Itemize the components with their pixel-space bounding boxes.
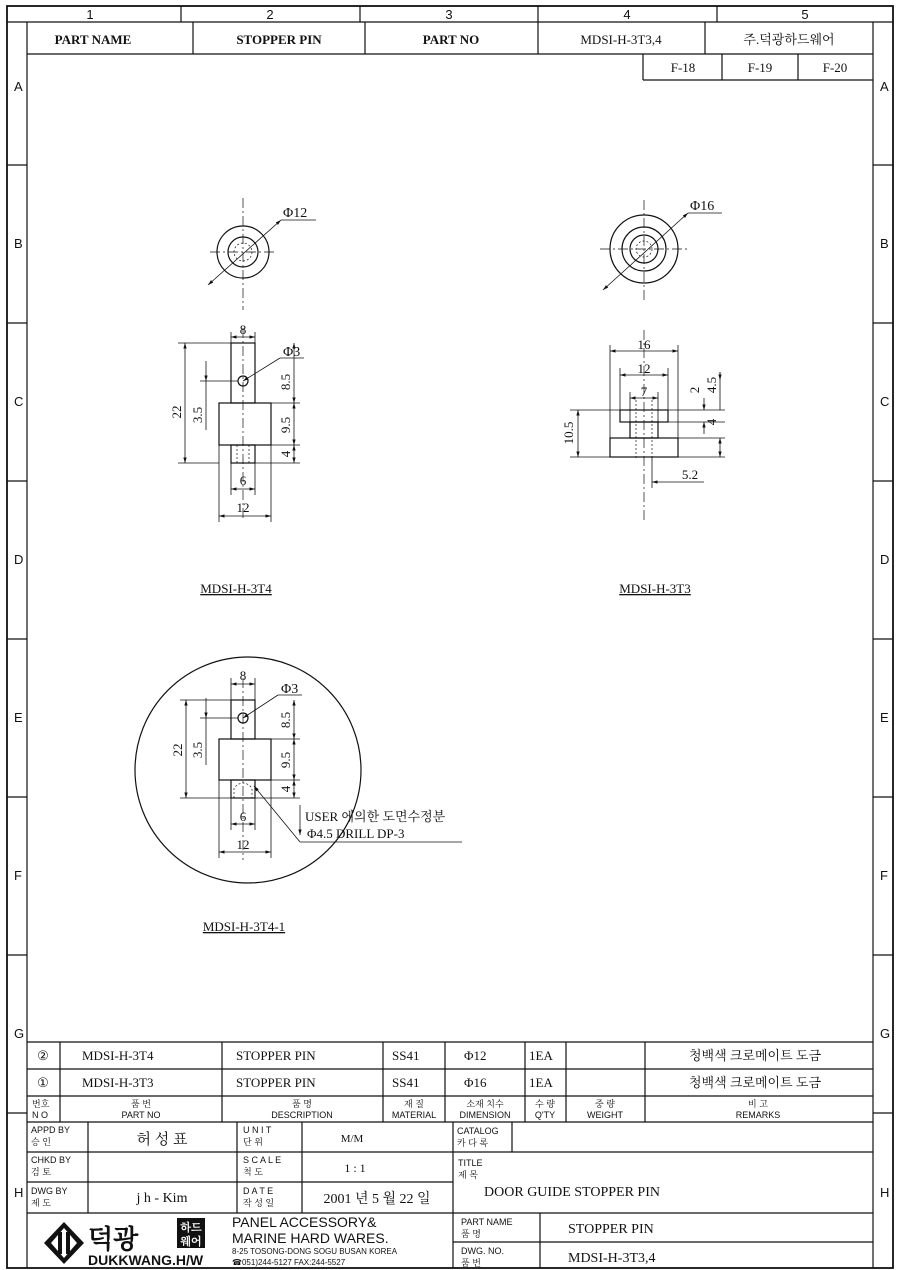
- row-ticks-left: [7, 165, 27, 1113]
- sheet-ref-f19: F-19: [747, 60, 773, 75]
- parts-header-no-ko: 번호: [32, 1099, 50, 1109]
- row-label-a-left: A: [14, 79, 23, 94]
- t3-phi-top: Φ16: [690, 199, 715, 214]
- title-block: [27, 1122, 873, 1268]
- t3-dim-hole: 7: [640, 384, 648, 399]
- row-label-c-left: C: [14, 394, 24, 409]
- t41-dim-8-5: 8.5: [278, 711, 293, 729]
- row-label-h-right: H: [880, 1185, 890, 1200]
- parts-row-part-no: MDSI-H-3T3: [82, 1075, 154, 1090]
- t3-top-view: [600, 199, 722, 300]
- company-block: [44, 1214, 398, 1268]
- t41-side-view: [170, 668, 462, 860]
- parts-header: [32, 1098, 780, 1120]
- tb-part-name-value: STOPPER PIN: [568, 1222, 654, 1237]
- parts-header-material-en: MATERIAL: [391, 1110, 437, 1120]
- date-value: 2001 년 5 월 22 일: [323, 1192, 431, 1207]
- title-label-ko: 제 목: [458, 1170, 478, 1180]
- header-part-name-value: STOPPER PIN: [236, 32, 322, 47]
- header-company: 주.덕광하드웨어: [743, 32, 835, 47]
- t3-dim-height: 10.5: [561, 421, 576, 445]
- view-t4: [169, 198, 316, 596]
- parts-header-description-ko: 품 명: [292, 1099, 312, 1109]
- row-label-e-right: E: [880, 710, 889, 725]
- row-label-d-right: D: [880, 552, 890, 567]
- parts-list: [27, 1042, 873, 1122]
- t41-dim-total: 22: [170, 743, 185, 757]
- t3-dim-5-2: 5.2: [681, 467, 699, 482]
- scale-label-ko: 척 도: [243, 1167, 263, 1177]
- parts-row-remarks: 청백색 크로메이트 도금: [688, 1048, 822, 1063]
- t4-dim-total: 22: [169, 405, 184, 419]
- t41-drill-note: Φ4.5 DRILL DP-3: [307, 826, 405, 841]
- t4-caption: MDSI-H-3T4: [200, 581, 272, 596]
- sheet-ref-f20: F-20: [822, 60, 848, 75]
- logo-english: DUKKWANG.H/W: [88, 1252, 204, 1268]
- parts-row-dimension: Φ12: [464, 1048, 487, 1063]
- logo-korean: 덕광: [88, 1224, 139, 1254]
- parts-row: [37, 1048, 821, 1063]
- chkd-label-ko: 검 토: [31, 1167, 51, 1177]
- row-label-g-right: G: [880, 1026, 891, 1041]
- parts-row-material: SS41: [392, 1075, 420, 1090]
- t4-phi-top: Φ12: [283, 206, 308, 221]
- col-label-5: 5: [801, 7, 809, 22]
- scale-value: 1 : 1: [344, 1161, 366, 1175]
- row-label-f-left: F: [14, 868, 22, 883]
- unit-label-ko: 단 위: [243, 1137, 263, 1147]
- t41-dim-bottom-inner: 6: [239, 809, 247, 824]
- scale-label-en: S C A L E: [243, 1155, 282, 1165]
- parts-header-remarks-ko: 비 고: [748, 1099, 768, 1109]
- row-label-g-left: G: [14, 1026, 25, 1041]
- t3-dim-4: 4: [704, 418, 719, 426]
- t4-dim-8-5: 8.5: [278, 373, 293, 391]
- row-label-b-left: B: [14, 236, 23, 251]
- t41-dim-hole: Φ3: [281, 682, 299, 697]
- company-line-1: PANEL ACCESSORY&: [232, 1214, 377, 1230]
- parts-header-material-ko: 재 질: [404, 1099, 424, 1109]
- row-label-e-left: E: [14, 710, 23, 725]
- parts-row-no: ②: [37, 1048, 49, 1063]
- t41-caption: MDSI-H-3T4-1: [202, 919, 286, 934]
- tb-part-name-label-ko: 품 명: [461, 1229, 481, 1239]
- chkd-label-en: CHKD BY: [31, 1155, 72, 1165]
- company-line-2: MARINE HARD WARES.: [232, 1230, 389, 1246]
- parts-header-remarks-en: REMARKS: [735, 1110, 781, 1120]
- t3-dim-2: 2: [687, 386, 702, 394]
- header-part-name-label: PART NAME: [54, 32, 132, 47]
- t3-side-view: [561, 330, 725, 520]
- parts-header-no-en: N O: [32, 1110, 49, 1120]
- logo-small-2: 웨어: [180, 1236, 202, 1248]
- t41-user-note: USER 에의한 도면수정분: [305, 809, 446, 824]
- parts-row-remarks: 청백색 크로메이트 도금: [688, 1075, 822, 1090]
- row-ticks-right: [873, 165, 893, 1113]
- parts-header-dimension-ko: 소재 치수: [466, 1099, 504, 1109]
- t3-dim-4-5: 4.5: [704, 376, 719, 394]
- logo-small-1: 하드: [180, 1222, 202, 1234]
- company-address: 8-25 TOSONG-DONG SOGU BUSAN KOREA: [232, 1247, 398, 1256]
- t41-dim-bottom-outer: 12: [236, 837, 250, 852]
- parts-header-weight-ko: 중 량: [595, 1099, 615, 1109]
- tb-dwg-no-value: MDSI-H-3T3,4: [568, 1251, 656, 1266]
- t41-dim-4: 4: [278, 785, 293, 793]
- parts-header-weight-en: WEIGHT: [587, 1110, 623, 1120]
- unit-label-en: U N I T: [243, 1125, 272, 1135]
- parts-header-qty-en: Q'TY: [534, 1110, 556, 1120]
- dwg-value: j h - Kim: [136, 1191, 188, 1206]
- date-label-ko: 작 성 일: [243, 1198, 275, 1208]
- t3-caption: MDSI-H-3T3: [619, 581, 691, 596]
- t41-dim-top-width: 8: [239, 668, 247, 683]
- title-value: DOOR GUIDE STOPPER PIN: [484, 1185, 660, 1200]
- header-part-no-value: MDSI-H-3T3,4: [580, 32, 662, 47]
- sheet-ref-f18: F-18: [670, 60, 696, 75]
- t4-dim-bottom-inner: 6: [239, 473, 247, 488]
- row-label-b-right: B: [880, 236, 889, 251]
- parts-row-material: SS41: [392, 1048, 420, 1063]
- parts-header-description-en: DESCRIPTION: [271, 1110, 333, 1120]
- row-label-a-right: A: [880, 79, 889, 94]
- row-label-c-right: C: [880, 394, 890, 409]
- parts-row-description: STOPPER PIN: [236, 1075, 316, 1090]
- row-label-f-right: F: [880, 868, 888, 883]
- t3-dim-inner: 12: [637, 361, 651, 376]
- t4-dim-bottom-outer: 12: [236, 500, 250, 515]
- view-t4-1: [135, 657, 462, 934]
- tb-dwg-no-label-en: DWG. NO.: [461, 1246, 504, 1256]
- view-t3: [561, 199, 725, 596]
- t41-dim-hole-pos: 3.5: [190, 741, 205, 759]
- parts-header-qty-ko: 수 량: [535, 1099, 555, 1109]
- t4-side-view: [169, 322, 304, 522]
- t4-top-view: [208, 198, 316, 310]
- tb-dwg-no-label-ko: 품 번: [461, 1258, 481, 1268]
- company-phone: ☎051)244-5127 FAX:244-5527: [232, 1258, 346, 1267]
- date-label-en: D A T E: [243, 1186, 274, 1196]
- t4-dim-4: 4: [278, 450, 293, 458]
- unit-value: M/M: [340, 1133, 364, 1145]
- appd-label-en: APPD BY: [31, 1125, 71, 1135]
- dwg-label-ko: 제 도: [31, 1198, 51, 1208]
- t4-dim-hole: Φ3: [283, 345, 301, 360]
- parts-row-description: STOPPER PIN: [236, 1048, 316, 1063]
- dwg-label-en: DWG BY: [31, 1186, 68, 1196]
- parts-row: [37, 1075, 821, 1090]
- t3-dim-outer: 16: [637, 337, 651, 352]
- parts-row-qty: 1EA: [529, 1075, 553, 1090]
- parts-row-part-no: MDSI-H-3T4: [82, 1048, 154, 1063]
- parts-header-part-no-ko: 품 번: [131, 1099, 151, 1109]
- catalog-label-en: CATALOG: [457, 1126, 499, 1136]
- tb-part-name-label-en: PART NAME: [461, 1217, 513, 1227]
- title-label-en: TITLE: [458, 1158, 483, 1168]
- t41-dim-9-5: 9.5: [278, 751, 293, 769]
- header-part-no-label: PART NO: [422, 32, 480, 47]
- row-label-d-left: D: [14, 552, 24, 567]
- parts-row-qty: 1EA: [529, 1048, 553, 1063]
- row-label-h-left: H: [14, 1185, 24, 1200]
- col-label-2: 2: [266, 7, 274, 22]
- col-label-4: 4: [623, 7, 631, 22]
- t4-dim-top-width: 8: [239, 322, 247, 337]
- catalog-label-ko: 카 다 록: [457, 1138, 489, 1148]
- parts-row-dimension: Φ16: [464, 1075, 487, 1090]
- t4-dim-hole-pos: 3.5: [190, 406, 205, 424]
- parts-header-part-no-en: PART NO: [121, 1110, 161, 1120]
- parts-row-no: ①: [37, 1075, 49, 1090]
- col-label-3: 3: [445, 7, 453, 22]
- appd-value: 허 성 표: [136, 1132, 188, 1148]
- appd-label-ko: 승 인: [31, 1137, 51, 1147]
- header-bar: [27, 22, 873, 80]
- parts-header-dimension-en: DIMENSION: [459, 1110, 511, 1120]
- t4-dim-9-5: 9.5: [278, 416, 293, 434]
- col-label-1: 1: [86, 7, 94, 22]
- company-logo: [44, 1218, 205, 1268]
